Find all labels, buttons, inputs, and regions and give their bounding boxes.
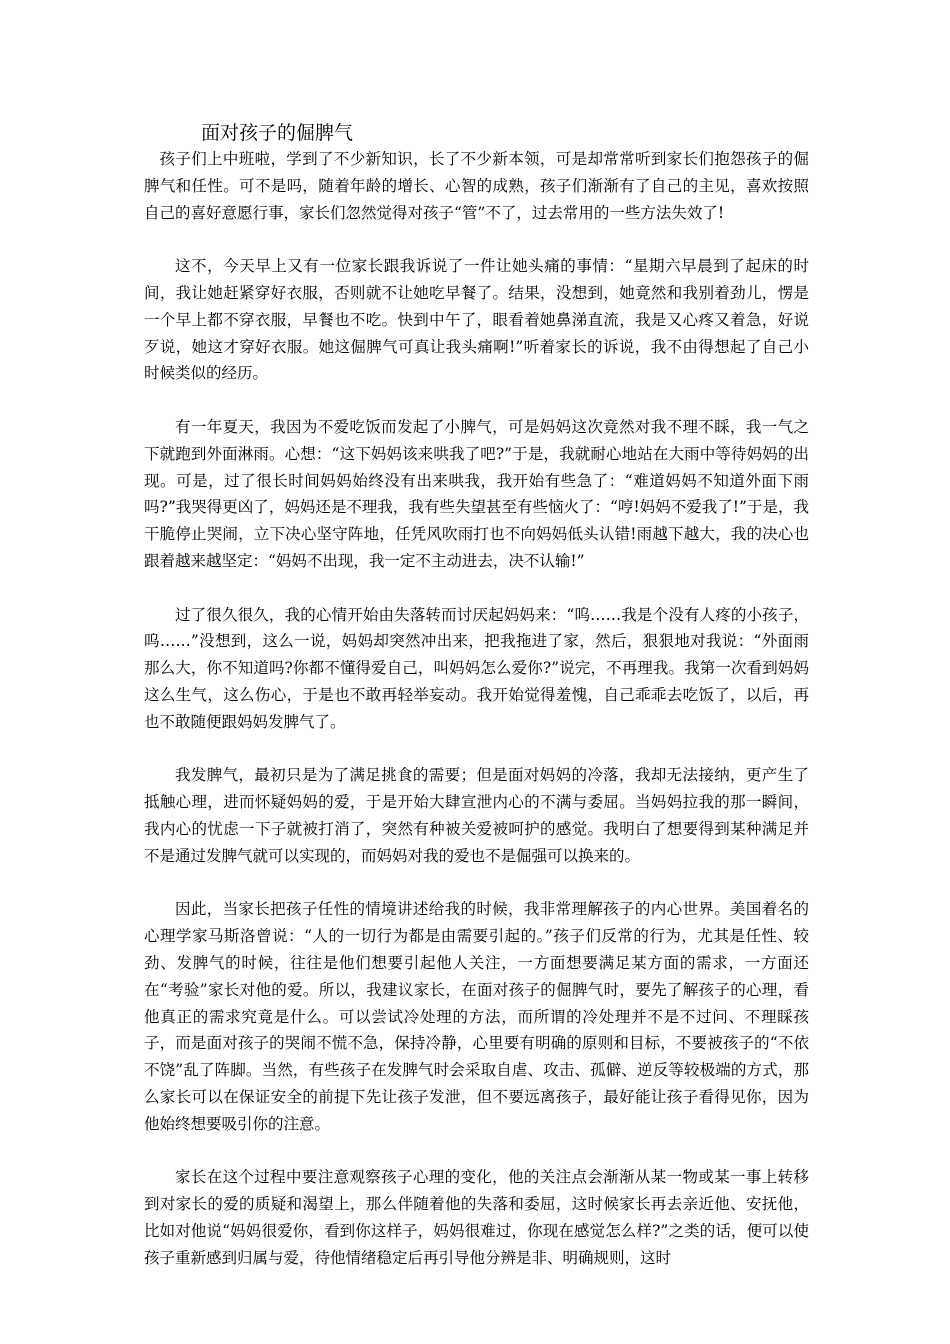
paragraph-spacer: [144, 575, 809, 602]
paragraph-7: 家长在这个过程中要注意观察孩子心理的变化，他的关注点会渐渐从某一物或某一事上转移到对家长的爱的质疑和渴望上，那么伴随着他的失落和委屈，这时候家长再去亲近他、安抚他，比如对他说“妈妈很爱你，看到你这样子，妈妈很难过，你现在感觉怎么样?”之类的话，便可以使孩子重新感到归属与爱，待他情绪稳定后再引导他分辨是非、明确规则，这时: [144, 1168, 809, 1267]
paragraph-3: 有一年夏天，我因为不爱吃饭而发起了小脾气，可是妈妈这次竟然对我不理不睬，我一气之下就跑到外面淋雨。心想：“这下妈妈该来哄我了吧?”于是，我就耐心地站在大雨中等待妈妈的出现。可是，过了很长时间妈妈始终没有出来哄我，我开始有些急了：“难道妈妈不知道外面下雨吗?”我哭得更凶了，妈妈还是不理我，我有些失望甚至有些恼火了：“哼!妈妈不爱我了!”于是，我干脆停止哭闹，立下决心坚守阵地，任凭风吹雨打也不向妈妈低头认错!雨越下越大，我的决心也跟着越来越坚定：“妈妈不出现，我一定不主动进去，决不认输!”: [144, 417, 809, 570]
document-body: [144, 120, 809, 1271]
paragraph-spacer: [144, 870, 809, 897]
paragraph-spacer: [144, 387, 809, 414]
paragraph-6: 因此，当家长把孩子任性的情境讲述给我的时候，我非常理解孩子的内心世界。美国着名的心理学家马斯洛曾说：“人的一切行为都是由需要引起的。”孩子们反常的行为，尤其是任性、较劲、发脾气的时候，往往是他们想要引起他人关注，一方面想要满足某方面的需求，一方面还在“考验”家长对他的爱。所以，我建议家长，在面对孩子的倔脾气时，要先了解孩子的心理，看他真正的需求究竟是什么。可以尝试冷处理的方法，而所谓的冷处理并不是不过问、不理睬孩子，而是面对孩子的哭闹不慌不急，保持冷静，心里要有明确的原则和目标，不要被孩子的“不依不饶”乱了阵脚。当然，有些孩子在发脾气时会采取自虐、攻击、孤僻、逆反等较极端的方式，那么家长可以在保证安全的前提下先让孩子发泄，但不要远离孩子，最好能让孩子看得见你，因为他始终想要吸引你的注意。: [144, 900, 809, 1133]
paragraph-5: 我发脾气，最初只是为了满足挑食的需要；但是面对妈妈的冷落，我却无法接纳，更产生了抵触心理，进而怀疑妈妈的爱，于是开始大肆宣泄内心的不满与委屈。当妈妈拉我的那一瞬间，我内心的忧虑一下子就被打消了，突然有种被关爱被呵护的感觉。我明白了想要得到某种满足并不是通过发脾气就可以实现的，而妈妈对我的爱也不是倔强可以换来的。: [144, 766, 809, 865]
paragraph-1: 孩子们上中班啦，学到了不少新知识，长了不少新本领，可是却常常听到家长们抱怨孩子的倔脾气和任性。可不是吗，随着年龄的增长、心智的成熟，孩子们渐渐有了自己的主见，喜欢按照自己的喜好意愿行事，家长们忽然觉得对孩子“管”不了，过去常用的一些方法失效了!: [144, 150, 809, 222]
paragraph-4: 过了很久很久，我的心情开始由失落转而讨厌起妈妈来：“呜……我是个没有人疼的小孩子，呜……”没想到，这么一说，妈妈却突然冲出来，把我拖进了家，然后，狠狠地对我说：“外面雨那么大，你不知道吗?你都不懂得爱自己，叫妈妈怎么爱你?”说完，不再理我。我第一次看到妈妈这么生气，这么伤心，于是也不敢再轻举妄动。我开始觉得羞愧，自己乖乖去吃饭了，以后，再也不敢随便跟妈妈发脾气了。: [144, 605, 809, 731]
paragraph-2: 这不，今天早上又有一位家长跟我诉说了一件让她头痛的事情：“星期六早晨到了起床的时间，我让她赶紧穿好衣服，否则就不让她吃早餐了。结果，没想到，她竟然和我别着劲儿，愣是一个早上都不穿衣服，早餐也不吃。快到中午了，眼看着她鼻涕直流，我是又心疼又着急，好说歹说，她这才穿好衣服。她这倔脾气可真让我头痛啊!”听着家长的诉说，我不由得想起了自己小时候类似的经历。: [144, 257, 809, 383]
paragraph-spacer: [144, 1137, 809, 1164]
paragraph-spacer: [144, 226, 809, 253]
document-title: 面对孩子的倔脾气: [201, 122, 354, 144]
paragraph-spacer: [144, 736, 809, 763]
